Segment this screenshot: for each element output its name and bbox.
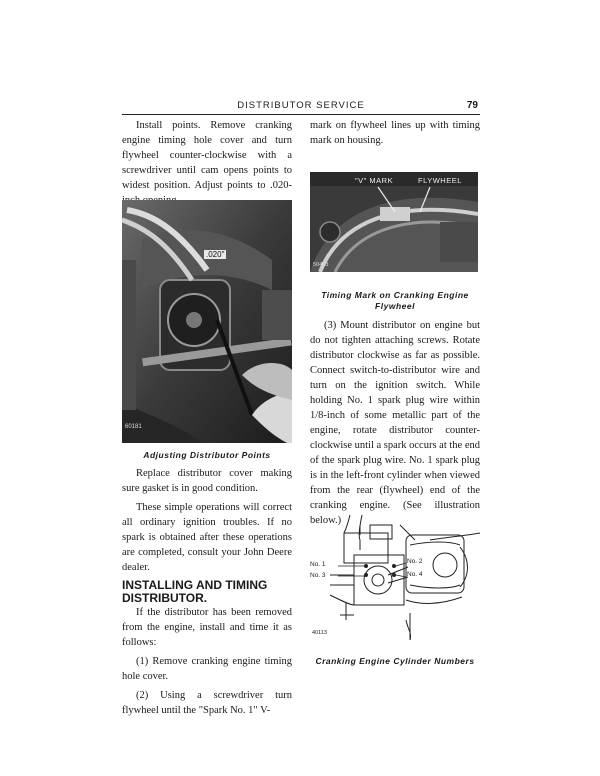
paragraph-replace-cover: Replace distributor cover making sure gasket is in good condition. (122, 468, 292, 494)
photo-timing-mark-image (310, 172, 478, 272)
diagram-label-no4: No. 4 (407, 571, 423, 578)
photo-gap-label: .020" (206, 250, 225, 259)
caption-cylinder-numbers: Cranking Engine Cylinder Numbers (315, 656, 475, 666)
step-3: (3) Mount distributor on engine but do not tighten attaching screws. Rotate distributor clockwise as far as possible. Connect switch-to-distributor wire and turn on the ignition switch. While holding No. 1 spark plug wire within 1/8-inch of some metallic part of the engine, rotate distributor counter-clockwise until a spark occurs at the end of the spark plug wire. No. 1 spark plug is in the left-front cylinder when viewed from the rear (flywheel) end of the cranking engine. (See illustration below.) (310, 320, 480, 526)
photo-reference-number: 50463 (313, 262, 329, 268)
diagram-label-no2: No. 2 (407, 558, 423, 565)
photo-adjusting-points (122, 200, 292, 443)
page-header-title: DISTRIBUTOR SERVICE (237, 100, 365, 111)
page-number: 79 (466, 100, 478, 111)
step-1: (1) Remove cranking engine timing hole cover. (122, 656, 292, 682)
left-column-lower (122, 466, 292, 718)
section-heading: INSTALLING AND TIMING DISTRIBUTOR. (122, 578, 268, 605)
diagram-label-no1: No. 1 (310, 561, 326, 568)
right-column (310, 118, 480, 148)
diagram-cylinder-numbers (310, 505, 480, 645)
paragraph-if-removed: If the distributor has been removed from the engine, install and time it as follows: (122, 607, 292, 648)
photo-timing-mark (310, 172, 478, 272)
caption-adjusting-points: Adjusting Distributor Points (143, 450, 271, 460)
step-2: (2) Using a screwdriver turn flywheel until the "Spark No. 1" V- (122, 690, 292, 716)
photo-v-mark-label: "V" MARK (355, 176, 394, 185)
paragraph-mark-lines-up: mark on flywheel lines up with timing mark on housing. (310, 120, 480, 146)
paragraph-simple-operations: These simple operations will correct all ordinary ignition troubles. If no spark is obtained after these operations are completed, consult your John Deere dealer. (122, 502, 292, 573)
photo-adjusting-points-image (122, 200, 292, 443)
left-column (122, 118, 292, 196)
diagram-cylinder-drawing (310, 505, 480, 645)
diagram-label-no3: No. 3 (310, 572, 326, 579)
right-column-lower (310, 318, 480, 528)
photo-reference-number: 60181 (125, 424, 142, 430)
diagram-reference-number: 40113 (312, 630, 327, 636)
caption-timing-mark: Timing Mark on Cranking Engine Flywheel (321, 290, 469, 311)
photo-flywheel-label: FLYWHEEL (418, 176, 462, 185)
paragraph-install-points: Install points. Remove cranking engine timing hole cover and turn flywheel counter-clockwise with a screwdriver until cam opens points to widest position. Adjust points to .020- (122, 120, 292, 191)
page-header (122, 100, 480, 115)
